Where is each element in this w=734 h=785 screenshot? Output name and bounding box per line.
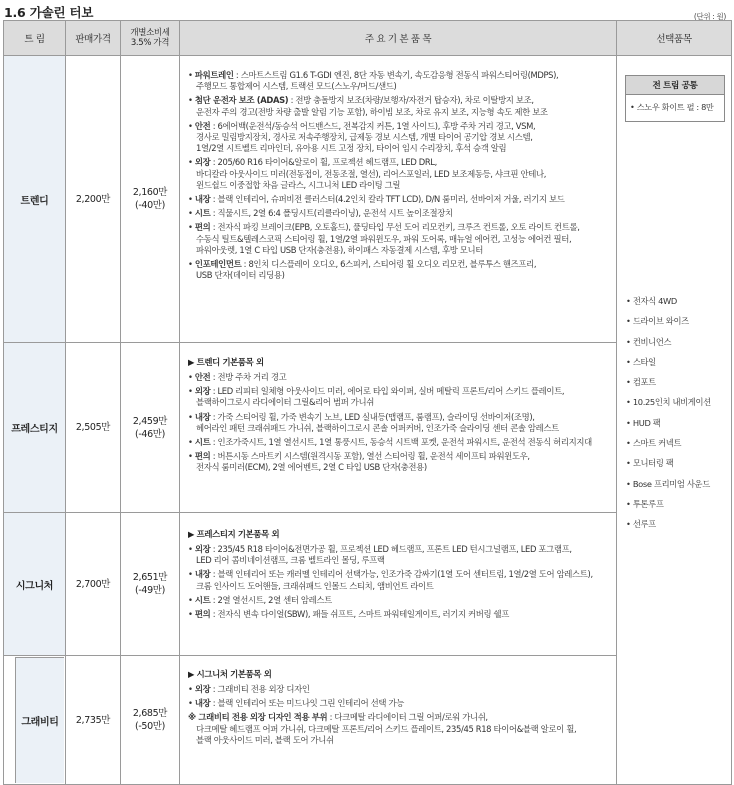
features-header: ▶ 트렌디 기본품목 외 (188, 357, 264, 367)
feature-exterior (188, 684, 610, 695)
feature-seat (188, 437, 610, 448)
feature-text: : 235/45 R18 타이어&전면가공 휠, 프로젝션 LED 헤드램프, 프론트 LED 턴시그널램프, LED 포그램프, (210, 544, 572, 554)
feature-label: 시트 (194, 594, 211, 605)
feature-line: • 안전 : 전방 주차 거리 경고 (188, 372, 287, 382)
feature-line: • 시트 : 인조가죽시트, 1열 열선시트, 1열 통풍시트, 동승석 시트백 포켓, 운전석 파워시트, 운전석 전동식 허리지지대 (188, 437, 592, 448)
option-item: • 컴포트 (626, 377, 656, 388)
feature-line: • 인포테인먼트 : 8인치 디스플레이 오디오, 6스피커, 스티어링 휠 오디오 리모컨, 블루투스 핸즈프리, (188, 259, 537, 270)
option-item: • 선루프 (626, 519, 656, 530)
feature-text: : 인조가죽시트, 1열 열선시트, 1열 통풍시트, 동승석 시트백 포켓, 운전석 파워시트, 운전석 전동식 허리지지대 (210, 437, 592, 448)
feature-label: 시트 (194, 208, 211, 219)
feature-label: 안전 (194, 120, 211, 131)
unit-label: (단위 : 원) (693, 12, 726, 21)
feature-label: 시트 (194, 437, 211, 448)
feature-powertrain (188, 70, 610, 92)
option-item: • 모니터링 팩 (626, 458, 674, 469)
feature-text: : 직물시트, 2열 6:4 폴딩시트(리클라이닝), 운전석 시트 높이조절장치 (210, 208, 453, 219)
features-header: ▶ 시그니처 기본품목 외 (188, 669, 272, 679)
header-features: 주 요 기 본 품 목 (180, 21, 617, 56)
feature-label: 파워트레인 (194, 70, 234, 80)
features-prestige (180, 343, 617, 513)
feature-line: • 편의 : 전자식 변속 다이얼(SBW), 패들 쉬프트, 스마트 파워테일게이트, 러기지 커버링 쉘프 (188, 609, 510, 620)
feature-line: • 내장 : 블랙 인테리어 또는 미드나잇 그린 인테리어 선택 가능 (188, 698, 404, 709)
price-trendy: 2,200만 (66, 56, 121, 343)
feature-line: LED 리어 콤비네이션램프, 크롬 벨트라인 몰딩, 루프랙 (196, 555, 385, 566)
feature-line: • 내장 : 가죽 스티어링 휠, 가죽 변속기 노브, LED 실내등(맵램프, 룸램프), 슬라이딩 선바이저(조명), (188, 411, 535, 422)
feature-convenience (188, 451, 610, 473)
feature-line: • 안전 : 6에어백(운전석/동승석 어드밴스드, 전복감지 커튼, 1열 사이드), 후방 주차 거리 경고, VSM, (188, 120, 536, 131)
feature-interior (188, 412, 610, 434)
tax-price-diff: (-46만) (134, 428, 165, 440)
feature-line: • 시트 : 2열 열선시트, 2열 센터 암레스트 (188, 594, 332, 605)
feature-line: 파워아웃렛, 1열 C 타입 USB 단자(충전용), 하이패스 자동결제 시스템, 후방 모니터 (196, 244, 483, 255)
common-options-box (625, 75, 725, 122)
feature-line: • 파워트레인 : 스마트스트림 G1.6 T-GDI 엔진, 8단 자동 변속기, 속도감응형 전동식 파워스티어링(MDPS), (188, 70, 559, 80)
tax-price-trendy (121, 56, 180, 343)
feature-exterior (188, 544, 610, 566)
feature-line: • 외장 : 그래비티 전용 외장 디자인 (188, 684, 310, 694)
note-line (188, 712, 610, 723)
header-price: 판매가격 (66, 21, 121, 56)
gravity-design-note (188, 712, 610, 746)
feature-text: : 가죽 스티어링 휠, 가죽 변속기 노브, LED 실내등(맵램프, 룸램프), 슬라이딩 선바이저(조명), (210, 411, 535, 422)
feature-seat (188, 208, 610, 219)
feature-safety (188, 372, 610, 383)
option-item: • 컨비니언스 (626, 336, 672, 347)
feature-line: 1열/2열 시트벨트 리마인더, 유아용 시트 고정 장치, 타이어 임시 수리장치, 후석 승객 알림 (196, 143, 507, 154)
tax-price-value: 2,459만 (132, 415, 168, 427)
feature-line: 수동식 틸트&텔레스코픽 스티어링 휠, 1열/2열 파워윈도우, 파워 도어록, 매뉴얼 에어컨, 고성능 에어컨 필터, (196, 233, 572, 244)
feature-line: • 첨단 운전자 보조 (ADAS) : 전방 충돌방지 보조(차량/보행자/자전거 탑승자), 차로 이탈방지 보조, (188, 95, 534, 106)
feature-exterior (188, 157, 610, 191)
common-options-title: 전 트림 공통 (626, 76, 724, 95)
trim-name-signature: 시그니처 (4, 513, 66, 656)
feature-line: • 외장 : LED 리피터 일체형 아웃사이드 미러, 에어로 타입 와이퍼, 실버 메탈릭 프론트/리어 스키드 플레이트, (188, 386, 565, 397)
feature-convenience (188, 609, 610, 620)
table-header-row (4, 21, 732, 56)
option-item: • 투톤루프 (626, 498, 664, 509)
feature-exterior (188, 386, 610, 408)
feature-label: 안전 (194, 372, 211, 382)
note-line: 다크메탈 헤드램프 어퍼 가니쉬, 다크메탈 프론트/리어 스키드 플레이트, 235/45 R18 타이어&블랙 알로이 휠, (196, 723, 577, 734)
tax-price-gravity (121, 656, 180, 785)
feature-seat (188, 595, 610, 606)
feature-label: 외장 (194, 157, 211, 168)
price-signature: 2,700만 (66, 513, 121, 656)
feature-text: : LED 리피터 일체형 아웃사이드 미러, 에어로 타입 와이퍼, 실버 메탈릭 프론트/리어 스키드 플레이트, (210, 386, 565, 397)
feature-label: 편의 (194, 451, 211, 462)
tax-price-signature (121, 513, 180, 656)
feature-convenience (188, 222, 610, 256)
feature-label: 내장 (194, 194, 211, 205)
feature-line: 경사로 밀림방지장치, 경사로 저속주행장치, 급제동 경보 시스템, 개별 타이어 공기압 경보 시스템, (196, 132, 533, 143)
feature-line: • 편의 : 전자식 파킹 브레이크(EPB, 오토홀드), 풀딩타입 무선 도어 리모컨키, 크루즈 컨트롤, 오토 라이트 컨트롤, (188, 222, 580, 233)
features-trendy (180, 56, 617, 343)
feature-text: : 8인치 디스플레이 오디오, 6스피커, 스티어링 휠 오디오 리모컨, 블루투스 핸즈프리, (241, 259, 537, 270)
feature-label: 내장 (194, 569, 211, 580)
option-item: • 드라이브 와이즈 (626, 316, 689, 327)
trim-name-trendy: 트렌디 (4, 56, 66, 343)
feature-text: : 전방 충돌방지 보조(차량/보행자/자전거 탑승자), 차로 이탈방지 보조, (288, 95, 534, 106)
option-item: • 전자식 4WD (626, 296, 677, 306)
feature-line: 크롬 인사이드 도어핸들, 크래쉬패드 인몰드 스티치, 앰비언트 라이트 (196, 580, 434, 591)
tax-price-diff: (-49만) (134, 585, 165, 596)
trim-name-gravity: 그래비티 (15, 657, 64, 783)
feature-text: : 2열 열선시트, 2열 센터 암레스트 (210, 594, 332, 605)
header-options: 선택품목 (617, 21, 732, 56)
header-trim: 트 림 (4, 21, 66, 56)
feature-label: 내장 (194, 411, 211, 422)
feature-line: USB 단자(데이터 리딩용) (196, 270, 285, 281)
feature-line: • 편의 : 버튼시동 스마트키 시스템(원격시동 포함), 열선 스티어링 휠, 운전석 세이프티 파워윈도우, (188, 451, 530, 462)
feature-text: : 블랙 인테리어, 슈퍼비전 클러스터(4.2인치 칼라 TFT LCD), D/N 룸미러, 선바이저 거울, 러기지 보드 (210, 194, 565, 205)
feature-line: 헤어라인 패턴 크래쉬패드 가니쉬, 블랙하이그로시 콘솔 어퍼커버, 인조가죽 슬라이딩 센터 콘솔 암레스트 (196, 422, 559, 433)
feature-line: 윈드쉴드 이중접합 차음 글라스, 시그니처 LED 라이팅 그릴 (196, 179, 401, 190)
feature-line: • 내장 : 블랙 인테리어 또는 캐러멜 인테리어 선택가능, 인조가죽 감싸기(1열 도어 센터트림, 1열/2열 도어 암레스트), (188, 569, 593, 580)
feature-line: 블랙하이그로시 라디에이터 그릴&리어 범퍼 가니쉬 (196, 397, 374, 408)
note-label: ※ 그래비티 전용 외장 디자인 적용 부위 (188, 712, 328, 723)
feature-interior (188, 569, 610, 591)
tax-price-prestige (121, 343, 180, 513)
feature-text: : 그래비티 전용 외장 디자인 (210, 684, 310, 694)
feature-label: 외장 (194, 386, 211, 397)
feature-safety (188, 121, 610, 155)
feature-interior (188, 698, 610, 709)
option-item: • Bose 프리미엄 사운드 (626, 478, 710, 489)
feature-line: 전자식 룸미러(ECM), 2열 에어벤트, 2열 C 타입 USB 단자(충전용) (196, 462, 427, 473)
feature-text: : 블랙 인테리어 또는 미드나잇 그린 인테리어 선택 가능 (210, 698, 404, 709)
feature-text: : 스마트스트림 G1.6 T-GDI 엔진, 8단 자동 변속기, 속도감응형 전동식 파워스티어링(MDPS), (233, 70, 559, 80)
tax-price-diff: (-40만) (134, 200, 165, 211)
page-title: 1.6 가솔린 터보 (4, 5, 94, 20)
option-item: • HUD 팩 (626, 417, 661, 428)
price-prestige: 2,505만 (66, 343, 121, 513)
feature-line: • 외장 : 205/60 R16 타이어&알로이 휠, 프로젝션 헤드램프, LED DRL, (188, 157, 437, 168)
feature-label: 첨단 운전자 보조 (ADAS) (194, 95, 289, 106)
feature-text: : 전자식 변속 다이얼(SBW), 패들 쉬프트, 스마트 파워테일게이트, 러기지 커버링 쉘프 (210, 609, 510, 620)
option-item: • 스마트 커넥트 (626, 438, 682, 449)
feature-line: • 시트 : 직물시트, 2열 6:4 폴딩시트(리클라이닝), 운전석 시트 높이조절장치 (188, 208, 453, 219)
note-text: : 다크메탈 라디에이터 그릴 어퍼/로워 가니쉬, (327, 712, 488, 723)
feature-label: 외장 (194, 684, 211, 694)
feature-line: • 외장 : 235/45 R18 타이어&전면가공 휠, 프로젝션 LED 헤드램프, 프론트 LED 턴시그널램프, LED 포그램프, (188, 544, 572, 554)
feature-label: 편의 (194, 609, 211, 620)
feature-line: 주행모드 통합제어 시스템, 트랙션 모드(스노우/머드/샌드) (196, 81, 397, 92)
feature-adas (188, 95, 610, 117)
header-tax-price (121, 21, 180, 56)
options-list (621, 296, 727, 530)
feature-label: 내장 (194, 698, 211, 709)
tax-price-value: 2,160만 (132, 187, 168, 198)
feature-text: : 전자식 파킹 브레이크(EPB, 오토홀드), 풀딩타입 무선 도어 리모컨키, 크루즈 컨트롤, 오토 라이트 컨트롤, (210, 222, 580, 233)
features-header: ▶ 프레스티지 기본품목 외 (188, 529, 280, 539)
header-tax-line1: 개별소비세 (130, 28, 170, 38)
feature-text: : 205/60 R16 타이어&알로이 휠, 프로젝션 헤드램프, LED DRL, (210, 157, 437, 168)
options-cell (617, 56, 732, 785)
feature-text: : 블랙 인테리어 또는 캐러멜 인테리어 선택가능, 인조가죽 감싸기(1열 도어 센터트림, 1열/2열 도어 암레스트), (210, 569, 593, 580)
tax-price-value: 2,651만 (132, 572, 168, 583)
common-option-item: • 스노우 화이트 펄 : 8만 (630, 102, 714, 112)
feature-label: 편의 (194, 222, 211, 233)
feature-line: 바디칼라 아웃사이드 미러(전동접이, 전동조절, 열선), 리어스포일러, LED 보조제동등, 샤크핀 안테나, (196, 168, 547, 179)
feature-label: 인포테인먼트 (194, 259, 242, 270)
spec-table (3, 20, 732, 785)
feature-line: • 내장 : 블랙 인테리어, 슈퍼비전 클러스터(4.2인치 칼라 TFT LCD), D/N 룸미러, 선바이저 거울, 러기지 보드 (188, 194, 565, 205)
option-item: • 10.25인치 내비게이션 (626, 397, 711, 408)
tax-price-value: 2,685만 (132, 708, 168, 719)
tax-price-diff: (-50만) (134, 721, 165, 732)
features-gravity (180, 656, 617, 785)
features-signature (180, 513, 617, 656)
trim-name-prestige: 프레스티지 (4, 343, 66, 513)
trim-cell-gravity (4, 656, 66, 785)
feature-infotainment (188, 259, 610, 281)
feature-line: 운전자 주의 경고(전방 차량 출발 알림 기능 포함), 하이빔 보조, 차로 유지 보조, 지능형 속도 제한 보조 (196, 106, 548, 117)
header-tax-line2: 3.5% 가격 (130, 38, 170, 48)
feature-label: 외장 (194, 544, 211, 554)
feature-interior (188, 194, 610, 205)
note-line: 블랙 아웃사이드 미러, 블랙 도어 가니쉬 (196, 734, 334, 745)
feature-text: : 버튼시동 스마트키 시스템(원격시동 포함), 열선 스티어링 휠, 운전석 세이프티 파워윈도우, (210, 451, 530, 462)
table-row-trendy (4, 56, 732, 343)
price-gravity: 2,735만 (66, 656, 121, 785)
feature-text: : 전방 주차 거리 경고 (210, 372, 287, 382)
option-item: • 스타일 (626, 356, 656, 367)
feature-text: : 6에어백(운전석/동승석 어드밴스드, 전복감지 커튼, 1열 사이드), 후방 주차 거리 경고, VSM, (210, 120, 536, 131)
